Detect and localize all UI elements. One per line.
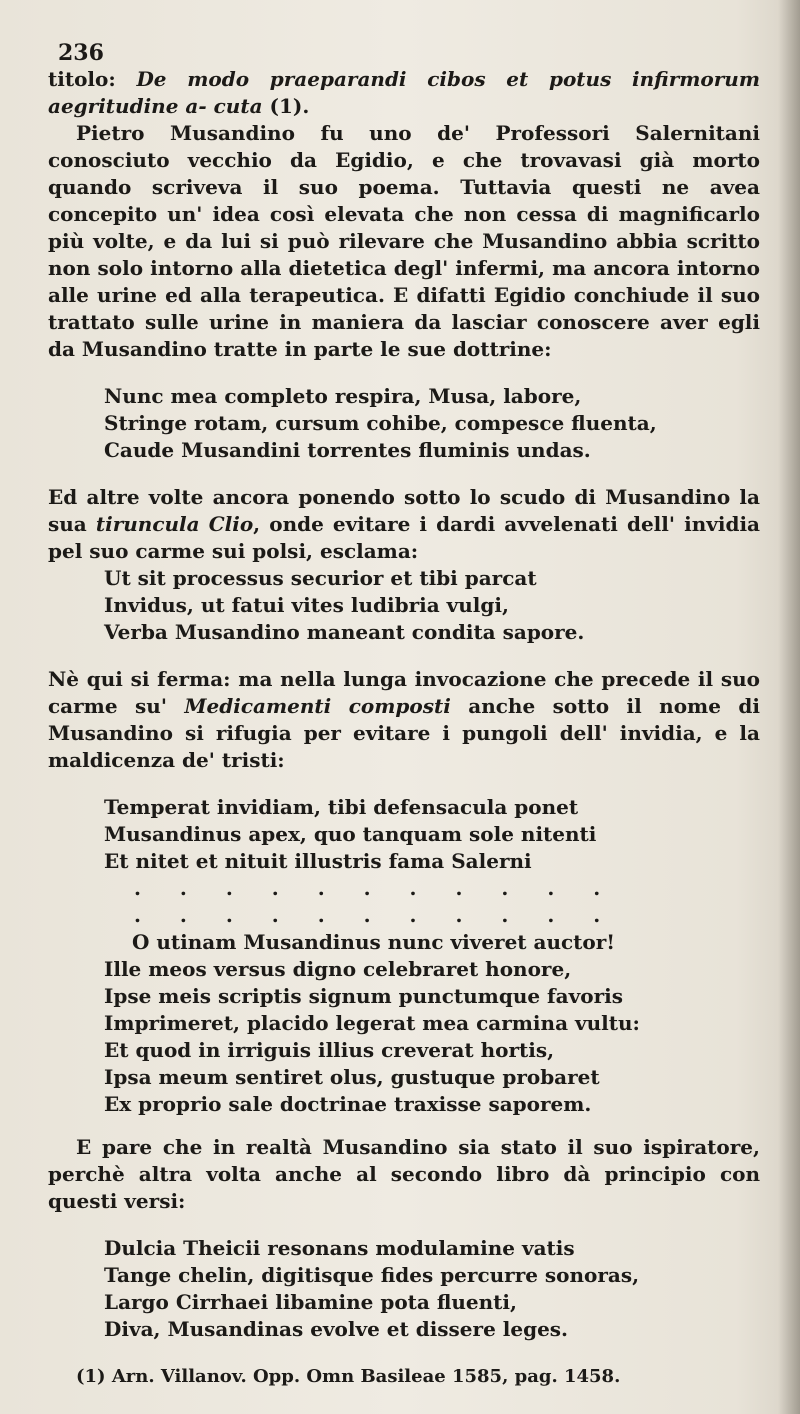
intro-title: De modo praeparandi cibos et potus infirmorum aegritudine a- — [48, 67, 760, 118]
paragraph-3-italic: Medicamenti composti — [184, 694, 451, 718]
intro-paragraph — [48, 66, 760, 120]
verse-line: Temperat invidiam, tibi defensacula ponet — [104, 795, 579, 819]
footnote: (1) Arn. Villanov. Opp. Omn Basileae 1585, pag. 1458. — [76, 1366, 621, 1387]
verse-line: Dulcia Theicii resonans modulamine vatis — [104, 1236, 575, 1260]
verse-1 — [48, 383, 760, 464]
intro-title-cont: cuta — [213, 94, 263, 118]
verse-4 — [48, 1235, 760, 1343]
ellipsis-row: . . . . . . . . . . . — [134, 876, 617, 900]
verse-line: Nunc mea completo respira, Musa, labore, — [104, 384, 582, 408]
paragraph-2-after: , onde evitare i dardi avvelenati dell' invidia pel suo carme sui polsi, esclama: — [48, 512, 760, 563]
verse-line: Stringe rotam, cursum cohibe, compesce fluenta, — [104, 411, 657, 435]
verse-3 — [48, 794, 760, 1118]
verse-line: Caude Musandini torrentes fluminis undas. — [104, 438, 591, 462]
paragraph-3-after: anche sotto il nome di Musandino si rifugia per evitare i pungoli dell' invidia, e la maldicenza de' tristi: — [48, 694, 760, 772]
verse-line: Largo Cirrhaei libamine pota fluenti, — [104, 1290, 517, 1314]
paragraph-4: E pare che in realtà Musandino sia stato il suo ispiratore, perchè altra volta anche al secondo libro dà principio con questi versi: — [48, 1135, 760, 1213]
page-number: 236 — [58, 40, 104, 66]
verse-line: Imprimeret, placido legerat mea carmina vultu: — [104, 1011, 640, 1035]
verse-line: Verba Musandino maneant condita sapore. — [104, 620, 585, 644]
intro-prefix: titolo: — [48, 67, 116, 91]
paragraph-3 — [48, 666, 760, 774]
verse-2 — [48, 565, 760, 646]
verse-line: Musandinus apex, quo tanquam sole nitenti — [104, 822, 597, 846]
verse-line: O utinam Musandinus nunc viveret auctor! — [132, 930, 616, 954]
verse-line: Ex proprio sale doctrinae traxisse saporem. — [104, 1092, 592, 1116]
paragraph-2 — [48, 484, 760, 565]
ellipsis-row: . . . . . . . . . . . — [134, 903, 617, 927]
paragraph-3-before: Nè qui si ferma: ma nella lunga invocazione che precede il suo carme su' — [48, 667, 760, 718]
verse-line: Invidus, ut fatui vites ludibria vulgi, — [104, 593, 509, 617]
verse-line: Ut sit processus securior et tibi parcat — [104, 566, 537, 590]
paragraph-2-before: Ed altre volte ancora ponendo sotto lo scudo di Musandino la sua — [48, 485, 760, 536]
verse-line: Et quod in irriguis illius creverat hortis, — [104, 1038, 555, 1062]
footnote-ref: (1). — [269, 94, 310, 118]
verse-line: Ille meos versus digno celebraret honore, — [104, 957, 572, 981]
verse-line: Tange chelin, digitisque fides percurre sonoras, — [104, 1263, 640, 1287]
verse-line: Ipse meis scriptis signum punctumque favoris — [104, 984, 623, 1008]
page-edge-shadow — [778, 0, 800, 1414]
paragraph-2-italic: tiruncula Clio — [95, 512, 254, 536]
verse-line: Diva, Musandinas evolve et dissere leges. — [104, 1317, 569, 1341]
body-text — [48, 66, 760, 1389]
paragraph-1: Pietro Musandino fu uno de' Professori Salernitani conosciuto vecchio da Egidio, e che trovavasi già morto quando scriveva il suo poema. Tuttavia questi ne avea concepito un' idea così elevata che non cessa di magnificarlo più volte, e da lui si può rilevare che Musandino abbia scritto non solo intorno alla dietetica degl' infermi, ma ancora intorno alle urine ed alla terapeutica. E difatti Egidio conchiude il suo trattato sulle urine in maniera da lasciar conoscere aver egli da Musandino tratte in parte le sue dottrine: — [48, 121, 760, 361]
verse-line: Et nitet et nituit illustris fama Salerni — [104, 849, 532, 873]
verse-line: Ipsa meum sentiret olus, gustuque probaret — [104, 1065, 600, 1089]
